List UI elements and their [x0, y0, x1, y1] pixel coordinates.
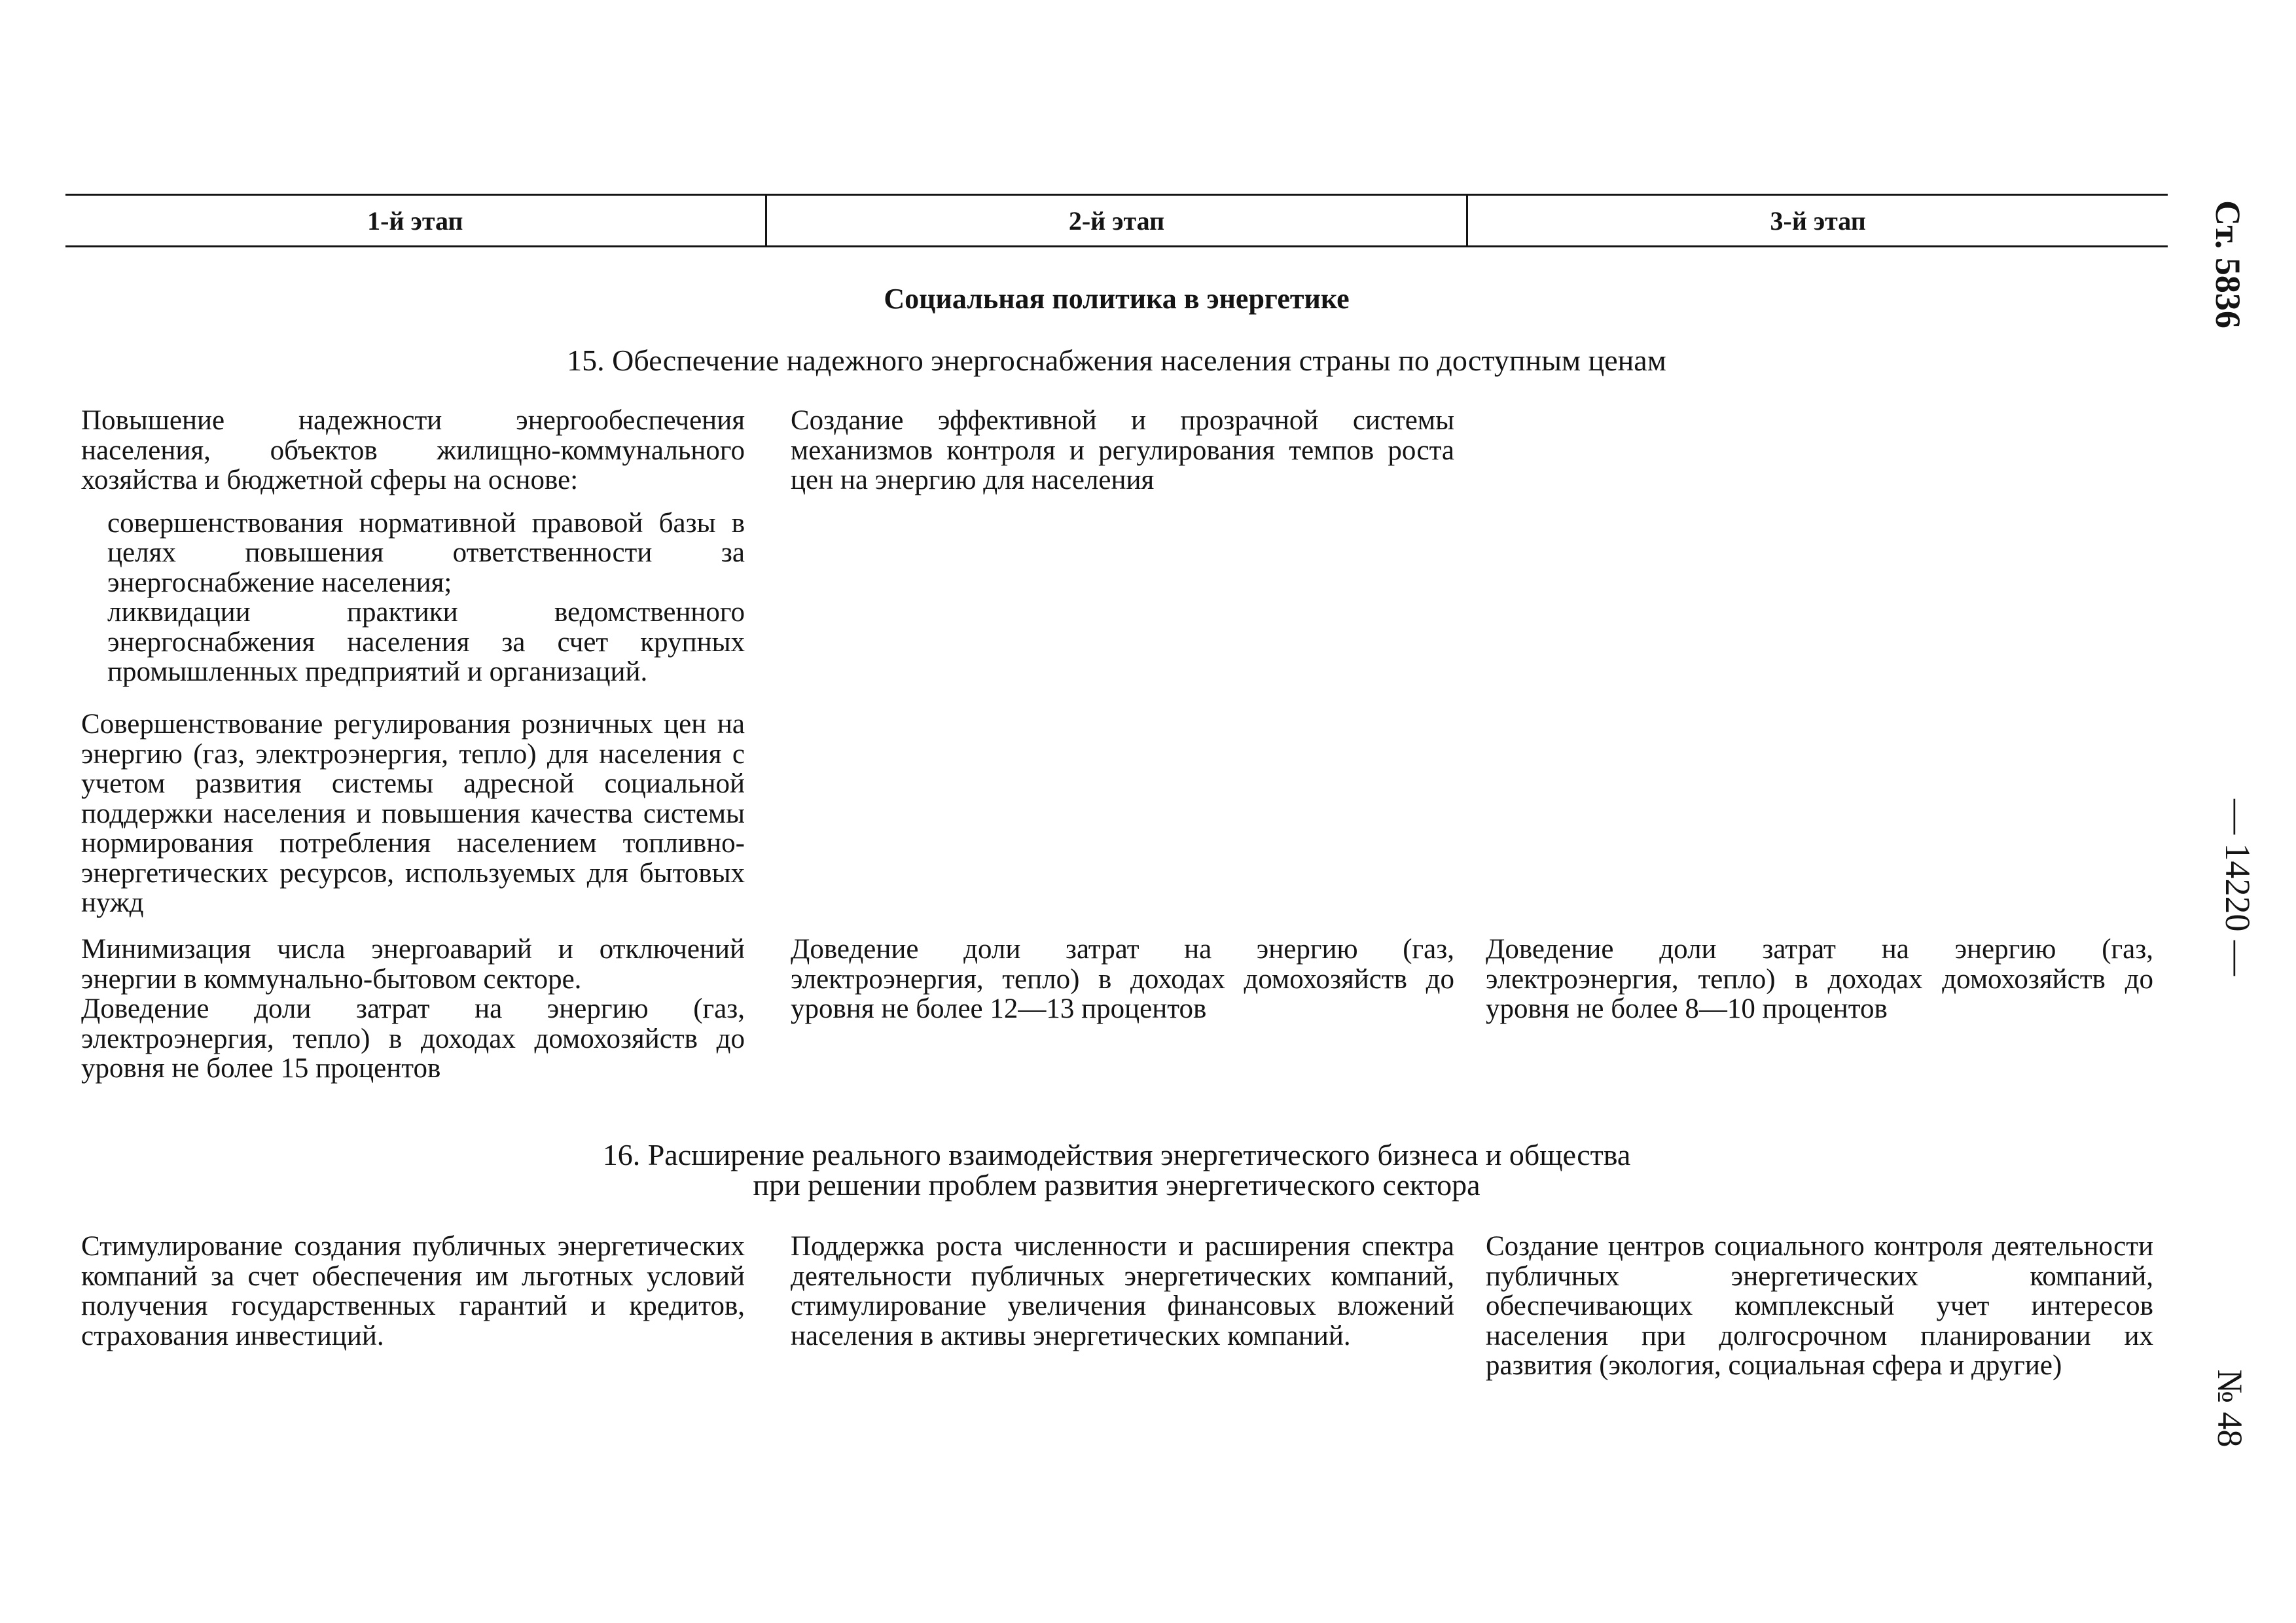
row3-stage2-cell: Доведение доли затрат на энергию (газ, электроэнергия, тепло) в доходах домохозяйств до уровня не более 12—13 процентов [791, 934, 1454, 1024]
row3-stage1-part-b: Доведение доли затрат на энергию (газ, электроэнергия, тепло) в доходах домохозяйств до уровня не более 15 процентов [81, 993, 745, 1084]
margin-page-label: Ст. 5836 [2208, 200, 2248, 329]
margin-page-number: — 14220 — [2218, 799, 2257, 976]
row16-stage2-cell: Поддержка роста численности и расширения спектра деятельности публичных энергетических компаний, стимулирование увеличения финансовых вложений населения в активы энергетических компаний. [791, 1231, 1454, 1351]
row1-stage1-item1: совершенствования нормативной правовой базы в целях повышения ответственности за энергоснабжение населения; [107, 507, 745, 598]
row3-stage1-cell [81, 935, 745, 1084]
margin-issue-number: № 48 [2210, 1369, 2250, 1448]
subsection-16-title [65, 1140, 2168, 1200]
row1-stage1-item2: ликвидации практики ведомственного энергоснабжения населения за счет крупных промышленных предприятий и организаций. [107, 597, 745, 687]
table-header [65, 194, 2168, 247]
row1-stage2-cell: Создание эффективной и прозрачной системы механизмов контроля и регулирования темпов роста цен на энергию для населения [791, 405, 1454, 495]
row3-stage3-cell: Доведение доли затрат на энергию (газ, электроэнергия, тепло) в доходах домохозяйств до уровня не более 8—10 процентов [1486, 934, 2153, 1024]
subsection-15-title: 15. Обеспечение надежного энергоснабжения населения страны по доступным ценам [567, 344, 1666, 377]
row1-stage1-cell [81, 406, 745, 687]
section-title: Социальная политика в энергетике [884, 283, 1350, 315]
row3-stage1-part-a: Минимизация числа энергоаварий и отключений энергии в коммунально-бытовом секторе. [81, 934, 745, 995]
row1-stage1-lead: Повышение надежности энергообеспечения населения, объектов жилищно-коммунального хозяйства и бюджетной сферы на основе: [81, 405, 745, 495]
row16-stage3-cell: Создание центров социального контроля деятельности публичных энергетических компаний, обеспечивающих комплексный учет интересов населения при долгосрочном планировании их развития (экология, социальная сфера и другие) [1486, 1231, 2153, 1381]
row16-stage1-cell: Стимулирование создания публичных энергетических компаний за счет обеспечения им льготных условий получения государственных гарантий и кредитов, страхования инвестиций. [81, 1231, 745, 1351]
subsection-16-line2: при решении проблем развития энергетического сектора [753, 1168, 1480, 1202]
row2-stage1-cell: Совершенствование регулирования розничных цен на энергию (газ, электроэнергия, тепло) для населения с учетом развития системы адресной социальной поддержки населения и повышения качества системы нормирования потребления населением топливно-энергетических ресурсов, используемых для бытовых нужд [81, 709, 745, 918]
header-stage-1: 1-й этап [367, 205, 463, 236]
header-stage-3: 3-й этап [1466, 196, 2168, 245]
subsection-16-line1: 16. Расширение реального взаимодействия энергетического бизнеса и общества [602, 1138, 1631, 1171]
header-stage-2: 2-й этап [765, 196, 1467, 245]
